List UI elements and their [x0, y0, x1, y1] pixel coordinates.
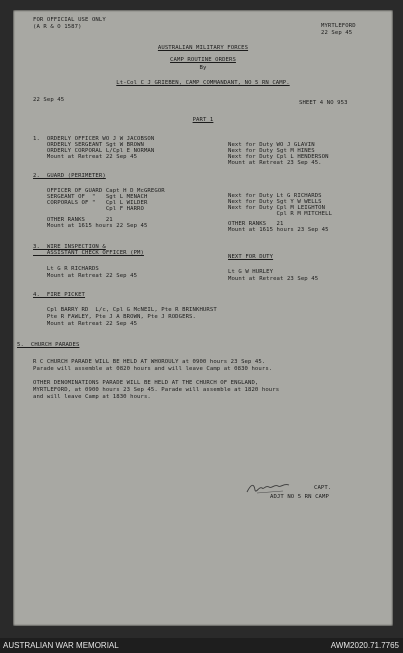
footer-bar	[0, 638, 403, 653]
text-line: Pte R FAWLEY, Pte J A BROWN, Pte J RODGERS.	[33, 314, 196, 320]
title-line-2: CAMP ROUTINE ORDERS	[170, 57, 236, 63]
section-2-heading: 2. GUARD (PERIMETER)	[33, 173, 106, 179]
text-line: R C CHURCH PARADE WILL BE HELD AT WHOROULY at 0900 hours 23 Sep 45.	[33, 359, 266, 365]
text-line: CORPORALS OF " Cpl L WILDER	[33, 200, 148, 206]
text-line: Mount at Retreat 22 Sep 45	[33, 273, 138, 279]
text-line: Mount at 1615 hours 22 Sep 45	[33, 223, 148, 229]
title-line-1: AUSTRALIAN MILITARY FORCES	[157, 45, 249, 51]
text-line: Next for Duty Sgt M HINES	[228, 148, 315, 154]
next-for-duty-heading: NEXT FOR DUTY	[228, 254, 274, 260]
text-line: Next for Duty Cpl L HENDERSON	[228, 154, 329, 160]
text-line: Next for Duty WO J GLAVIN	[228, 142, 315, 148]
signature-rank: CAPT.	[314, 485, 332, 491]
text-line: Mount at Retreat 23 Sep 45	[228, 276, 319, 282]
text-line: Mount at 1615 hours 23 Sep 45	[228, 227, 329, 233]
text-line: Next for Duty Lt G RICHARDS	[228, 193, 322, 199]
classification-line-1: FOR OFFICIAL USE ONLY	[33, 17, 106, 23]
text-line: MYRTLEFORD, at 0900 hours 23 Sep 45. Parade will assemble at 1820 hours	[33, 387, 280, 393]
classification-line-2: (A R & O 1587)	[33, 24, 82, 30]
section-4-heading: 4. FIRE PICKET	[33, 292, 86, 298]
text-line: OTHER RANKS 21	[33, 217, 113, 223]
footer-accession: AWM2020.71.7765	[330, 641, 399, 650]
text-line: OTHER RANKS 21	[228, 221, 284, 227]
text-line: Cpl BARRY RD L/c, Cpl G McNEIL, Pte R BRINKHURST	[33, 307, 217, 313]
text-line: OTHER DENOMINATIONS PARADE WILL BE HELD AT THE CHURCH OF ENGLAND,	[33, 380, 259, 386]
section-5-heading: 5. CHURCH PARADES	[17, 342, 80, 348]
text-line: Next for Duty Cpl M LEIGHTON	[228, 205, 326, 211]
text-line: Mount at Retreat 22 Sep 45	[33, 321, 138, 327]
text-line: ORDERLY SERGEANT Sgt W BROWN	[33, 142, 144, 148]
signature-title: ADJT NO 5 RN CAMP	[270, 494, 329, 500]
section-3-heading: 3. WIRE INSPECTION &	[33, 244, 106, 250]
text-line: 1. ORDERLY OFFICER WO J W JACOBSON	[33, 136, 155, 142]
text-line: and will leave Camp at 1830 hours.	[33, 394, 151, 400]
text-line: SERGEANT OF " Sgt L MENACH	[33, 194, 148, 200]
text-line: ORDERLY CORPORAL L/Cpl E NORMAN	[33, 148, 155, 154]
document-page	[13, 10, 393, 626]
order-date: 22 Sep 45	[33, 97, 65, 103]
text-line: Lt G W HURLEY	[228, 269, 274, 275]
text-line: Lt G R RICHARDS	[33, 266, 99, 272]
text-line: Parade will assemble at 0820 hours and will leave Camp at 0830 hours.	[33, 366, 273, 372]
text-line: Mount at Retreat 22 Sep 45	[33, 154, 138, 160]
text-line: OFFICER OF GUARD Capt H D McGREGOR	[33, 188, 165, 194]
text-line: Cpl F HARRO	[33, 206, 144, 212]
text-line: Cpl R M MITCHELL	[228, 211, 333, 217]
sheet-number: SHEET 4 NO 953	[299, 100, 348, 106]
footer-source: AUSTRALIAN WAR MEMORIAL	[3, 641, 119, 650]
part-heading: PART 1	[192, 117, 214, 123]
place-date: 22 Sep 45	[321, 30, 353, 36]
place: MYRTLEFORD	[321, 23, 356, 29]
title-line-4: Lt-Col C J GRIEBEN, CAMP COMMANDANT, NO 5 RN CAMP.	[116, 80, 290, 86]
section-3-heading: ASSISTANT CHECK OFFICER (PM)	[33, 250, 144, 256]
text-line: Next for Duty Sgt Y W WELLS	[228, 199, 322, 205]
text-line: Mount at Retreat 23 Sep 45.	[228, 160, 322, 166]
title-line-3: By	[199, 65, 207, 71]
